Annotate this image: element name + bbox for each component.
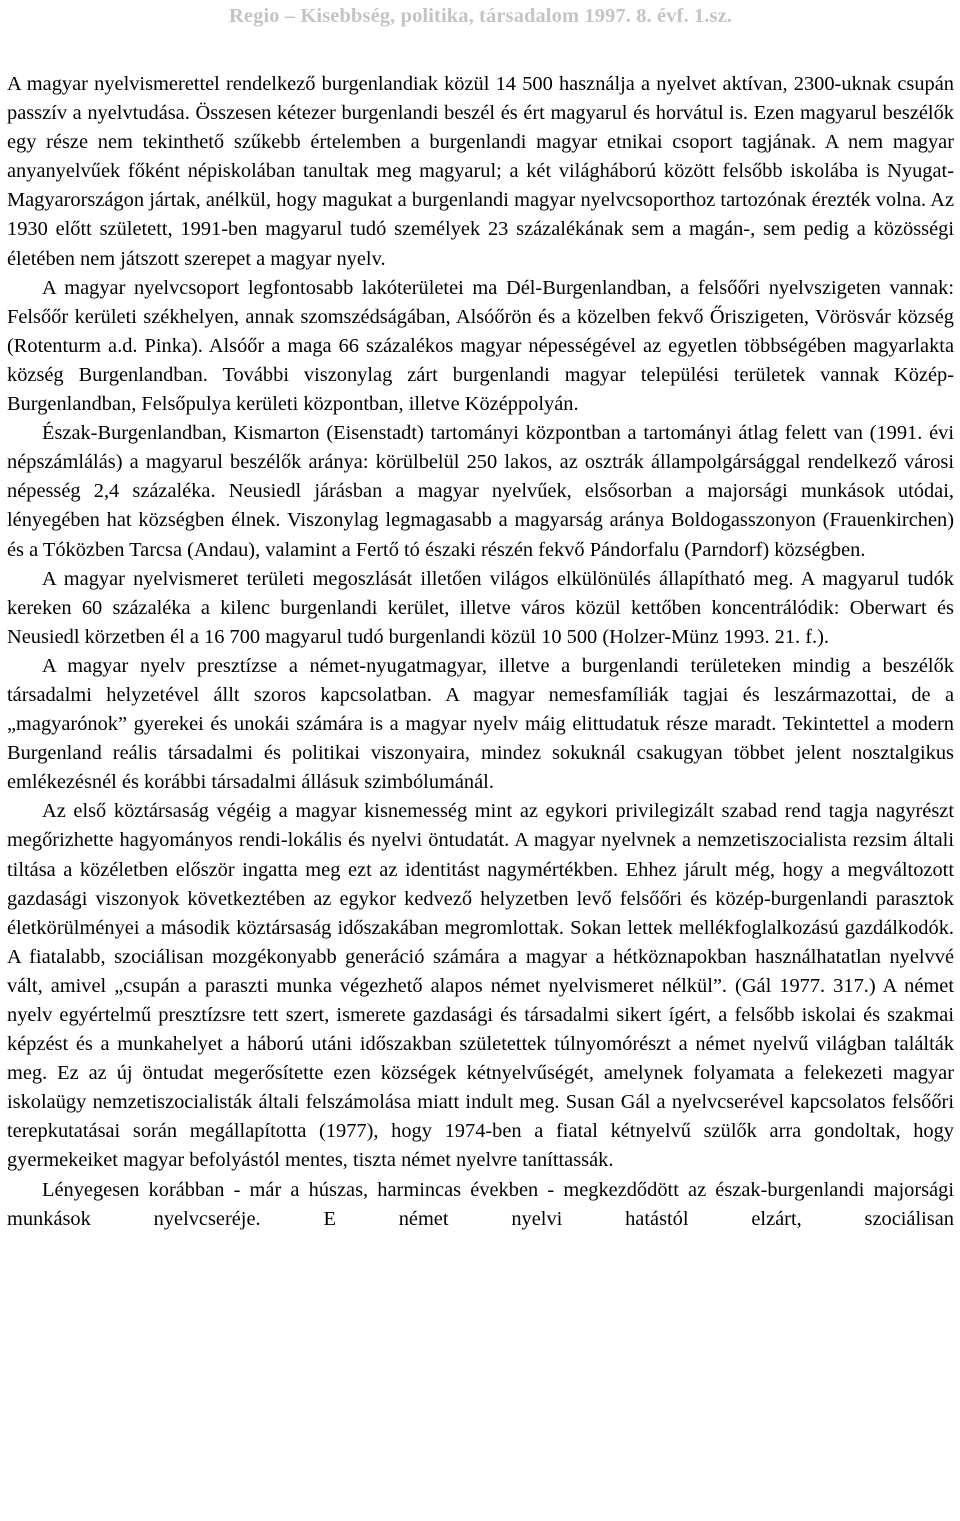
paragraph-north-burgenland: Észak-Burgenlandban, Kismarton (Eisenstadt) tartományi központban a tartományi átlag felett van (1991. évi népszámlálás) a magyarul beszélők aránya: körülbelül 250 lakos, az osztrák állampolgársággal rendelkező városi népesség 2,4 százaléka. Neusiedl járásban a magyar nyelvűek, elsősorban a majorsági munkások utódai, lényegében hat községben élnek. Viszonylag legmagasabb a magyarság aránya Boldogasszonyon (Frauenkirchen) és a Tóközben Tarcsa (Andau), valamint a Fertő tó északi részén fekvő Pándorfalu (Parndorf) községben. bbox=[7, 422, 954, 561]
paragraph-language-shift: Lényegesen korábban - már a húszas, harmincas években - megkezdődött az észak-burgenlandi majorsági munkások nyelvcseréje. E német nyelvi hatástól elzárt, szociálisan bbox=[7, 1178, 954, 1230]
paragraph-language-usage: A magyar nyelvismerettel rendelkező burgenlandiak közül 14 500 használja a nyelvet aktívan, 2300-uknak csupán passzív a nyelvtudása. Összesen kétezer burgenlandi beszél és ért magyarul és horvátul is. Ezen magyarul beszélők egy része nem tekinthető szűkebb értelemben a burgenlandi magyar etnikai csoport tagjának. A nem magyar anyanyelvűek főként népiskolában tanultak meg magyarul; a két világháború között felsőbb iskolába is Nyugat-Magyarországon jártak, anélkül, hogy magukat a burgenlandi magyar nyelvcsoporthoz tartozónak érezték volna. Az 1930 előtt született, 1991-ben magyarul tudó személyek 23 százalékának sem a magán-, sem pedig a közösségi életében nem játszott szerepet a magyar nyelv. bbox=[7, 73, 954, 270]
paragraph-regional-distribution: A magyar nyelvismeret területi megoszlását illetően világos elkülönülés állapítható meg. A magyarul tudók kereken 60 százaléka a kilenc burgenlandi kerület, illetve város közül kettőben koncentrálódik: Oberwart és Neusiedl körzetben él a 16 700 magyarul tudó burgenlandi közül 10 500 (Holzer-Münz 1993. 21. f.). bbox=[7, 567, 954, 648]
paragraph-settlement-areas-south: A magyar nyelvcsoport legfontosabb lakóterületei ma Dél-Burgenlandban, a felsőőri nyelvszigeten vannak: Felsőőr kerületi székhelyen, annak szomszédságában, Alsóőrön és a közelben fekvő Őriszigeten, Vörösvár község (Rotenturm a.d. Pinka). Alsóőr a maga 66 százalékos magyar népességével az egyetlen többségében magyarlakta község Burgenlandban. További viszonylag zárt burgenlandi magyar települési területek vannak Közép-Burgenlandban, Felsőpulya kerületi központban, illetve Középpolyán. bbox=[7, 276, 954, 416]
paragraph-language-prestige: A magyar nyelv presztízse a német-nyugatmagyar, illetve a burgenlandi területeken mindig a beszélők társadalmi helyzetével állt szoros kapcsolatban. A magyar nemesfamíliák tagjai és leszármazottai, de a „magyarónok” gyerekei és unokái számára is a magyar nyelv máig elittudatuk része maradt. Tekintettel a modern Burgenland reális társadalmi és politikai viszonyaira, mindez sokuknál csakugyan többet jelent nosztalgikus emlékezésnél és korábbi társadalmi állásuk szimbólumánál. bbox=[7, 654, 954, 794]
paragraph-first-republic: Az első köztársaság végéig a magyar kisnemesség mint az egykori privilegizált szabad rend tagja nagyrészt megőrizhette hagyományos rendi-lokális és nyelvi öntudatát. A magyar nyelvnek a nemzetiszocialista rezsim általi tiltása a közéletben először ingatta meg ezt az identitást nagymértékben. Ehhez járult még, hogy a megváltozott gazdasági viszonyok következtében az egykor kedvező helyzetben levő felsőőri és közép-burgenlandi parasztok életkörülményei a második köztársaság időszakában megromlottak. Sokan lettek mellékfoglalkozású gazdálkodók. A fiatalabb, szociálisan mozgékonyabb generáció számára a magyar a hétköznapokban használhatatlan nyelvvé vált, amivel „csupán a paraszti munka végezhető alapos német nyelvismeret nélkül”. (Gál 1977. 317.) A német nyelv egyértelmű presztízsre tett szert, ismerete gazdasági és társadalmi sikert ígért, a felsőbb iskolai és szakmai képzést és a munkahelyet a háború utáni időszakban születettek túlnyomórészt a német nyelvű világban találták meg. Ez az új öntudat megerősítette ezen községek kétnyelvűségét, amelynek folyamata a felekezeti magyar iskolaügy nemzetiszocialisták általi felszámolása miatt indult meg. Susan Gál a nyelvcserével kapcsolatos felsőőri terepkutatásai során megállapította (1977), hogy 1974-ben a fiatal kétnyelvű szülők arra gondoltak, hogy gyermekeiket magyar befolyástól mentes, tiszta német nyelvre taníttassák. bbox=[7, 800, 954, 1172]
body-text bbox=[7, 70, 954, 1234]
running-header: Regio – Kisebbség, politika, társadalom 1997. 8. évf. 1.sz. bbox=[228, 5, 732, 27]
